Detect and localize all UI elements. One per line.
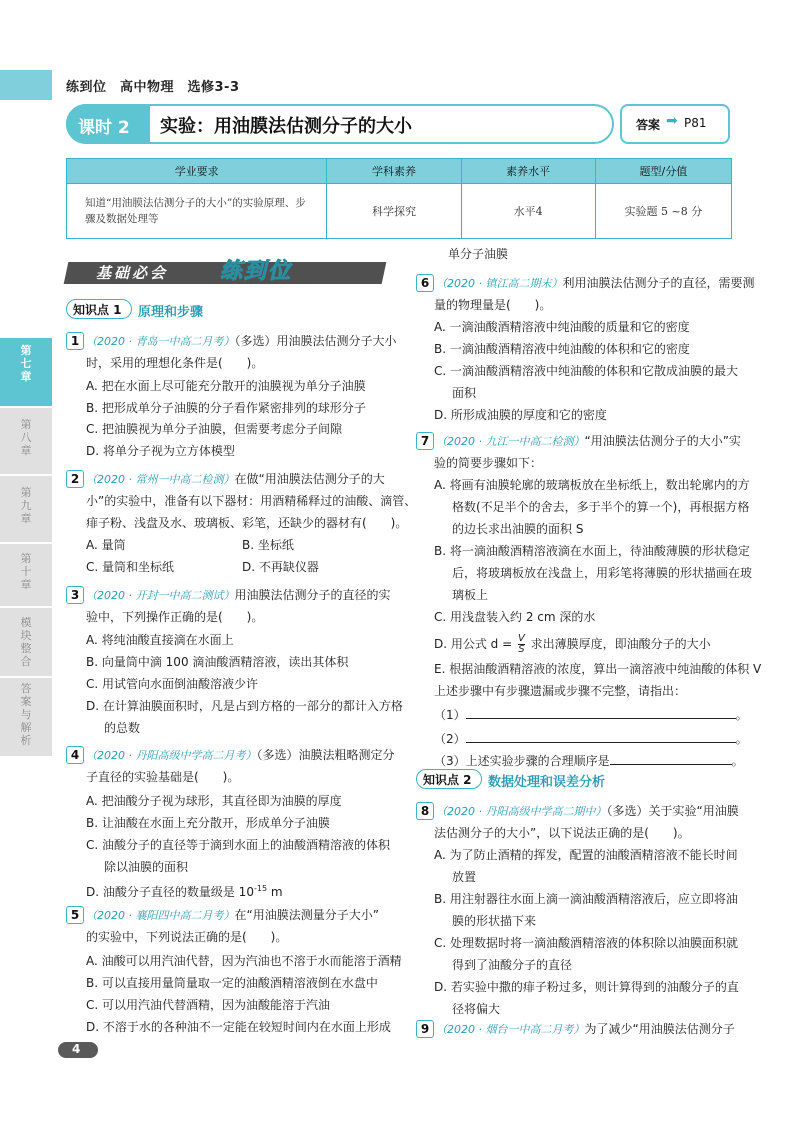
question-source: （2020 · 丹阳高级中学高二期中）: [436, 805, 607, 818]
step-d-text: D. 用公式 d =: [434, 637, 513, 651]
sidebar-label: 第十章: [20, 552, 32, 591]
question-7-stem: [416, 432, 741, 450]
option-b: B. 向量筒中滴 100 滴油酸酒精溶液，读出其体积: [86, 655, 349, 669]
question-number: 7: [416, 432, 434, 450]
option-c-continued: 面积: [452, 386, 477, 400]
step-b-continued: 璃板上: [452, 588, 489, 602]
question-number: 6: [416, 274, 434, 292]
question-number: 4: [66, 746, 84, 764]
answer-label: 答案: [636, 118, 661, 132]
question-number: 5: [66, 906, 84, 924]
stem-text: 验的简要步骤如下：: [434, 456, 543, 470]
stem-text: 量的物理量是( )。: [434, 298, 552, 312]
step-d-text: 求出薄膜厚度，即油酸分子的大小: [530, 637, 711, 651]
blank-line[interactable]: [610, 754, 732, 765]
step-c: C. 用浅盘装入约 2 cm 深的水: [434, 610, 596, 624]
stem-text: 为了减少“用油膜法估测分子: [584, 1022, 735, 1036]
option-b: B. 把形成单分子油膜的分子看作紧密排列的球形分子: [86, 401, 366, 415]
option-c: C. 处理数据时将一滴油酸酒精溶液的体积除以油膜面积就: [434, 936, 739, 950]
answer-blank-2: [434, 732, 748, 746]
option-d: D. 若实验中撒的痱子粉过多，则计算得到的油酸分子的直: [434, 980, 739, 994]
table-cell: 实验题 5 ~8 分: [595, 184, 731, 239]
stem-text: 子直径的实验基础是( )。: [86, 770, 240, 784]
sidebar-label: 模块整合: [20, 616, 32, 668]
formula-fraction: [518, 634, 525, 655]
option-d: D. 在计算油膜面积时，凡是占到方格的一部分的都计入方格: [86, 699, 403, 713]
option-b: B. 用注射器往水面上滴一滴油酸酒精溶液后，应立即将油: [434, 892, 738, 906]
option-a: A. 把油酸分子视为球形，其直径即为油膜的厚度: [86, 794, 342, 808]
sidebar-label: 第九章: [20, 486, 32, 525]
exponent: -15: [253, 884, 268, 893]
step-b: B. 将一滴油酸酒精溶液滴在水面上，待油酸薄膜的形状稳定: [434, 544, 750, 558]
option-a: A. 一滴油酸酒精溶液中纯油酸的质量和它的密度: [434, 320, 690, 334]
question-source: （2020 · 常州一中高二检测）: [86, 473, 235, 486]
table-cell: 科学探究: [327, 184, 461, 239]
question-source: （2020 · 镇江高二期末）: [436, 277, 563, 290]
page-number: 4: [72, 1042, 81, 1056]
question-number: 1: [66, 332, 84, 350]
question-source: （2020 · 襄阳四中高二月考）: [86, 909, 235, 922]
option-b: B. 让油酸在水面上充分散开，形成单分子油膜: [86, 816, 330, 830]
knowledge-point-title: 数据处理和误差分析: [488, 775, 606, 790]
option-c: C. 量筒和坐标纸: [86, 560, 175, 574]
table-header: 素养水平: [461, 159, 595, 184]
question-source: （2020 · 烟台一中高二月考）: [436, 1023, 585, 1036]
answer-blank-3: [434, 754, 744, 768]
step-d: [434, 634, 711, 655]
option-d-continued: 的总数: [104, 721, 141, 735]
header-tab-decoration: [0, 70, 52, 100]
blank-label: （2）: [434, 732, 466, 746]
option-c: C. 用试管向水面倒油酸溶液少许: [86, 677, 259, 691]
question-number: 3: [66, 586, 84, 604]
option-c: C. 把油膜视为单分子油膜，但需要考虑分子间隙: [86, 422, 343, 436]
option-b: B. 坐标纸: [242, 538, 294, 552]
option-c: C. 一滴油酸酒精溶液中纯油酸的体积和它散成油膜的最大: [434, 364, 739, 378]
stem-text: 验中，下列操作正确的是( )。: [86, 610, 264, 624]
formula-denominator: S: [518, 644, 525, 655]
option-a: A. 量筒: [86, 538, 126, 552]
blank-line[interactable]: [466, 732, 736, 743]
lesson-title: 实验：用油膜法估测分子的大小: [160, 116, 412, 137]
stem-text: 利用油膜法估测分子的直径，需要测: [562, 276, 755, 290]
option-c: C. 可以用汽油代替酒精，因为油酸能溶于汽油: [86, 998, 331, 1012]
stem-text: “用油膜法估测分子的大小”实: [584, 434, 741, 448]
option-a: A. 油酸可以用汽油代替，因为汽油也不溶于水而能溶于酒精: [86, 954, 402, 968]
question-4-stem: [66, 746, 395, 764]
stem-text: 时，采用的理想化条件是( )。: [86, 356, 264, 370]
question-source: （2020 · 丹阳高级中学高二月考）: [86, 749, 257, 762]
table-header: 学科素养: [327, 159, 461, 184]
question-number: 8: [416, 802, 434, 820]
option-d-continued: 单分子油膜: [448, 247, 509, 261]
blank-end: 。: [735, 708, 748, 722]
unit: m: [267, 885, 283, 899]
blank-label: （1）: [434, 708, 466, 722]
stem-text: 的实验中，下列说法正确的是( )。: [86, 930, 288, 944]
blank-label: （3）上述实验步骤的合理顺序是: [434, 754, 610, 768]
stem-text: （多选）用油膜法估测分子大小: [234, 334, 397, 348]
stem-text: 小”的实验中，准备有以下器材：用酒精稀释过的油酸、滴管、: [86, 494, 417, 508]
option-c-continued: 除以油膜的面积: [104, 860, 189, 874]
answer-page: P81: [684, 116, 707, 130]
sidebar-label: 第八章: [20, 418, 32, 457]
question-number: 2: [66, 470, 84, 488]
option-c-continued: 得到了油酸分子的直径: [452, 958, 573, 972]
stem-text: 用油膜法估测分子的直径的实: [234, 588, 391, 602]
option-d: D. 不溶于水的各种油不一定能在较短时间内在水面上形成: [86, 1020, 391, 1034]
step-a-continued: 的边长求出油膜的面积 S: [452, 522, 584, 536]
question-9-stem: [416, 1020, 735, 1038]
knowledge-point-label: 知识点 1: [73, 303, 122, 317]
knowledge-point-title: 原理和步骤: [138, 305, 204, 320]
formula-numerator: V: [518, 633, 525, 644]
step-e: E. 根据油酸酒精溶液的浓度，算出一滴溶液中纯油酸的体积 V: [434, 662, 762, 676]
question-1-stem: [66, 332, 397, 350]
question-5-stem: [66, 906, 379, 924]
option-b-continued: 膜的形状描下来: [452, 914, 537, 928]
question-number: 9: [416, 1020, 434, 1038]
option-d: D. 将单分子视为立方体模型: [86, 444, 235, 458]
lesson-number: 课时 2: [78, 118, 130, 138]
option-a-continued: 放置: [452, 870, 477, 884]
question-2-stem: [66, 470, 385, 488]
option-b: B. 一滴油酸酒精溶液中纯油酸的体积和它的密度: [434, 342, 690, 356]
blank-line[interactable]: [466, 708, 736, 719]
option-a: A. 把在水面上尽可能充分散开的油膜视为单分子油膜: [86, 379, 366, 393]
option-d-text: D. 油酸分子直径的数量级是 10: [86, 885, 254, 899]
question-3-stem: [66, 586, 391, 604]
brand-logo: 练到位: [220, 259, 293, 284]
step-a-continued: 格数(不足半个的舍去，多于半个的算一个)，再根据方格: [452, 500, 750, 514]
table-cell: 水平4: [461, 184, 595, 239]
sidebar-label: 答案与解析: [20, 682, 32, 747]
option-a: A. 为了防止酒精的挥发，配置的油酸酒精溶液不能长时间: [434, 848, 738, 862]
sidebar-label: 第七章: [20, 344, 32, 383]
stem-text: （多选）油膜法粗略测定分: [256, 748, 395, 762]
book-title: 练到位 高中物理 选修3-3: [66, 80, 240, 95]
option-c: C. 油酸分子的直径等于滴到水面上的油酸酒精溶液的体积: [86, 838, 391, 852]
option-d-continued: 径将偏大: [452, 1002, 501, 1016]
question-6-stem: [416, 274, 755, 292]
option-a: A. 将纯油酸直接滴在水面上: [86, 633, 234, 647]
stem-text: 法估测分子的大小”，以下说法正确的是( )。: [434, 826, 690, 840]
stem-text: 在“用油膜法测量分子大小”: [234, 908, 379, 922]
requirements-table: [66, 158, 732, 239]
table-cell: 知道“用油膜法估测分子的大小”的实验原理、步骤及数据处理等: [67, 184, 327, 239]
option-d: D. 所形成油膜的厚度和它的密度: [434, 408, 607, 422]
blank-end: 。: [731, 754, 744, 768]
blank-end: 。: [735, 732, 748, 746]
knowledge-point-label: 知识点 2: [423, 773, 472, 787]
option-d: D. 不再缺仪器: [242, 560, 319, 574]
option-d: [86, 882, 283, 899]
stem-text: 在做“用油膜法估测分子的大: [234, 472, 385, 486]
step-b-continued: 后，将玻璃板放在浅盘上，用彩笔将薄膜的形状描画在玻: [452, 566, 753, 580]
question-source: （2020 · 开封一中高二测试）: [86, 589, 235, 602]
answer-blank-1: [434, 708, 748, 722]
instruction-text: 上述步骤中有步骤遗漏或步骤不完整，请指出：: [434, 684, 687, 698]
stem-text: （多选）关于实验“用油膜: [606, 804, 739, 818]
question-source: （2020 · 九江一中高二检测）: [436, 435, 585, 448]
step-a: A. 将画有油膜轮廓的玻璃板放在坐标纸上，数出轮廓内的方: [434, 478, 750, 492]
option-b: B. 可以直接用量筒量取一定的油酸酒精溶液倒在水盘中: [86, 976, 378, 990]
arrow-right-icon: ➡: [666, 113, 678, 129]
table-header: 学业要求: [67, 159, 327, 184]
question-source: （2020 · 青岛一中高二月考）: [86, 335, 235, 348]
question-8-stem: [416, 802, 739, 820]
section-banner-text: 基础必会: [96, 264, 169, 282]
table-header: 题型/分值: [595, 159, 731, 184]
stem-text: 痱子粉、浅盘及水、玻璃板、彩笔，还缺少的器材有( )。: [86, 516, 408, 530]
